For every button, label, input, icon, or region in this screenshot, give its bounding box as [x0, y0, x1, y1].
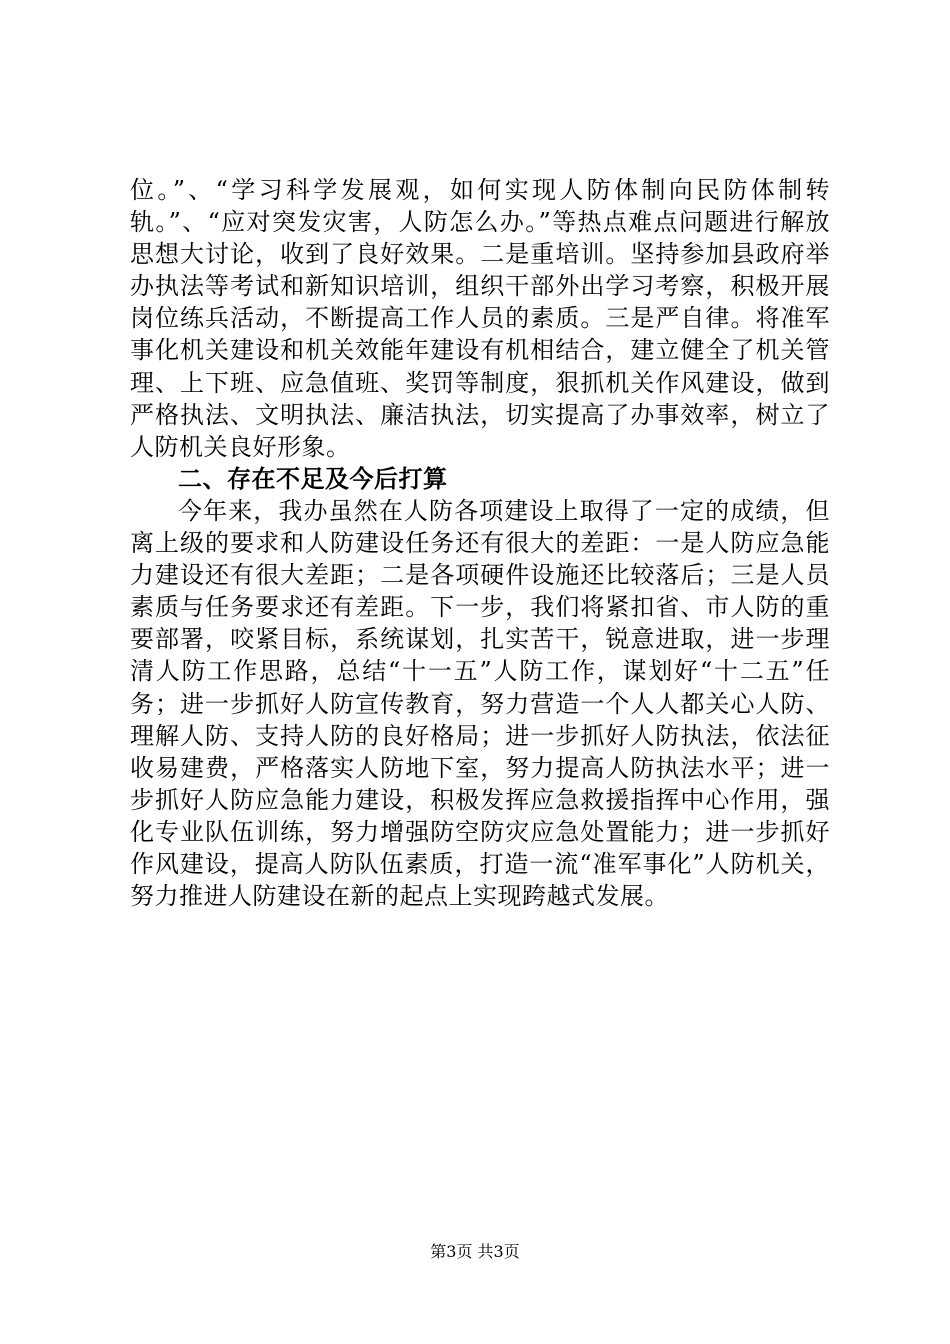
document-body	[130, 174, 830, 912]
page-number-footer: 第3页 共3页	[430, 1242, 520, 1261]
paragraph-plan: 今年来，我办虽然在人防各项建设上取得了一定的成绩，但离上级的要求和人防建设任务还有很大的差距：一是人防应急能力建设还有很大差距；二是各项硬件设施还比较落后；三是人员素质与任务要求还有差距。下一步，我们将紧扣省、市人防的重要部署，咬紧目标，系统谋划，扎实苦干，锐意进取，进一步理清人防工作思路，总结“十一五”人防工作，谋划好“十二五”任务；进一步抓好人防宣传教育，努力营造一个人人都关心人防、理解人防、支持人防的良好格局；进一步抓好人防执法，依法征收易建费，严格落实人防地下室，努力提高人防执法水平；进一步抓好人防应急能力建设，积极发挥应急救援指挥中心作用，强化专业队伍训练，努力增强防空防灾应急处置能力；进一步抓好作风建设，提高人防队伍素质，打造一流“准军事化”人防机关，努力推进人防建设在新的起点上实现跨越式发展。	[130, 496, 830, 911]
section-heading: 二、存在不足及今后打算	[178, 464, 448, 493]
paragraph-continued: 位。”、“学习科学发展观，如何实现人防体制向民防体制转轨。”、“应对突发灾害，人防怎么办。”等热点难点问题进行解放思想大讨论，收到了良好效果。二是重培训。坚持参加县政府举办执法等考试和新知识培训，组织干部外出学习考察，积极开展岗位练兵活动，不断提高工作人员的素质。三是严自律。将准军事化机关建设和机关效能年建设有机相结合，建立健全了机关管理、上下班、应急值班、奖罚等制度，狠抓机关作风建设，做到严格执法、文明执法、廉洁执法，切实提高了办事效率，树立了人防机关良好形象。	[130, 176, 830, 461]
